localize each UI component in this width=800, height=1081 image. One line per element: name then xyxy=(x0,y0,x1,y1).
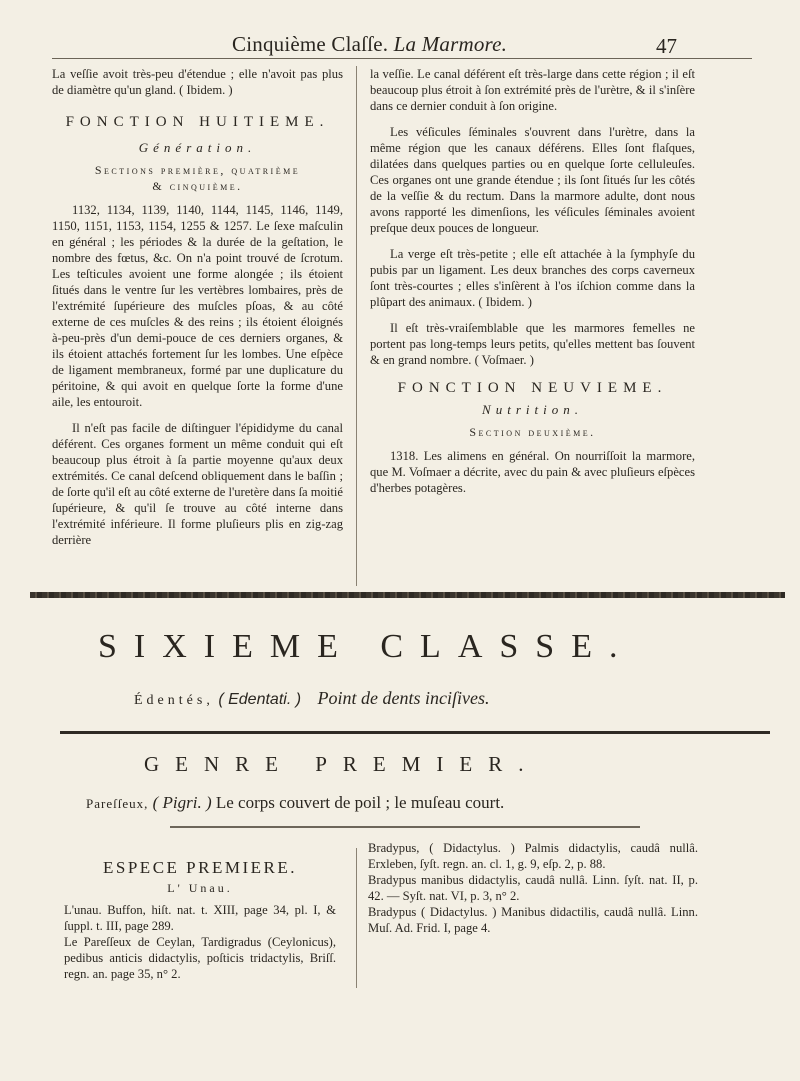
paragraph: 1318. Les alimens en général. On nourriſſoit la marmore, que M. Voſmaer a décrite, avec du pain & avec pluſieurs eſpèces d'herbes potagères. xyxy=(370,449,695,495)
reference: Le Pareſſeux de Ceylan, Tardigradus (Ceylonicus), pedibus anticis didactylis, poſticis tridactylis, Briſſ. regn. an. page 35, n° 2. xyxy=(64,935,336,981)
decorative-rule xyxy=(170,826,640,828)
page-header xyxy=(0,30,800,60)
subheading: Génération. xyxy=(138,140,257,155)
paragraph: La veſſie avoit très-peu d'étendue ; elle n'avoit pas plus de diamètre qu'un gland. ( Ibidem. ) xyxy=(52,67,343,97)
sections-line: & cinquième. xyxy=(152,179,243,193)
paragraph: la veſſie. Le canal déférent eſt très-large dans cette région ; il eſt beaucoup plus étroit à ſon extrémité près de l'urètre, & il s'inſère dans ce dernier conduit à ſon origine. xyxy=(370,67,695,113)
reference: Bradypus manibus didactylis, caudâ nullâ. Linn. ſyſt. nat. II, p. 42. — Syſt. nat. VI, p. 3, n° 2. xyxy=(368,873,698,903)
section-label: Section deuxième. xyxy=(469,425,596,439)
decorative-rule xyxy=(30,592,785,598)
column-divider xyxy=(356,848,357,988)
species-left-column xyxy=(64,848,336,982)
reference: Bradypus, ( Didactylus. ) Palmis didactylis, caudâ nullâ. Erxleben, ſyſt. regn. an. cl. 1, g. 9, eſp. 2, p. 88. xyxy=(368,841,698,871)
species-title: ESPECE PREMIERE. xyxy=(103,858,297,877)
class-name: Édentés, xyxy=(134,693,214,708)
running-title xyxy=(232,32,507,57)
class-subtitle xyxy=(134,688,490,709)
subheading: Nutrition. xyxy=(482,402,583,417)
reference: L'unau. Buffon, hiſt. nat. t. XIII, page 34, pl. I, & ſuppl. t. III, page 289. xyxy=(64,903,336,933)
reference: Bradypus ( Didactylus. ) Manibus didactilis, caudâ nullâ. Linn. Muſ. Ad. Frid. I, page 4. xyxy=(368,905,698,935)
running-title-animal: La Marmore. xyxy=(393,32,508,56)
genus-latin: ( Pigri. ) xyxy=(152,793,212,812)
class-latin: ( Edentati. ) xyxy=(218,691,302,708)
header-rule xyxy=(52,58,752,59)
left-column xyxy=(52,66,343,548)
paragraph: 1132, 1134, 1139, 1140, 1144, 1145, 1146, 1149, 1150, 1151, 1153, 1154, 1255 & 1257. Le ſexe maſculin en général ; les périodes & la durée de la geſtation, le nombre des fœtus, &c. On n'a point trouvé de ſcrotum. Les teſticules avoient une forme alongée ; ils étoient ſitués dans le ventre ſur les vertèbres lombaires, près de l'extrémité ſupérieure des muſcles pſoas, & au côté externe de ces muſcles & des reins ; ils étoient éloignés à-peu-près d'un demi-pouce de ces derniers organes, & ils étoient attachés fortement ſur les lombes. Une eſpèce de ligament membraneux, formé par une duplicature du péritoine, & qui avoit en quelque ſorte la forme d'une aile, les entouroit. xyxy=(52,203,343,409)
paragraph: Il eſt très-vraiſemblable que les marmores femelles ne portent pas long-temps leurs petits, qu'elles mettent bas ſouvent & en grand nombre. ( Voſmaer. ) xyxy=(370,321,695,367)
genus-characters: Le corps couvert de poil ; le muſeau court. xyxy=(215,793,505,812)
decorative-rule xyxy=(60,731,770,734)
sections-line: Sections première, quatrième xyxy=(94,163,301,177)
class-title: SIXIEME CLASSE. xyxy=(98,628,635,665)
species-name: L' Unau. xyxy=(167,881,233,895)
species-right-column xyxy=(368,840,698,936)
genus-name: Pareſſeux, xyxy=(86,796,149,811)
paragraph: La verge eſt très-petite ; elle eſt attachée à la ſymphyſe du pubis par un ligament. Les deux branches des corps caverneux ſont très-courtes ; elles s'inſèrent à l'os iſchion comme dans la plûpart des animaux. ( Ibidem. ) xyxy=(370,247,695,309)
section-heading: FONCTION HUITIEME. xyxy=(65,114,330,130)
column-divider xyxy=(356,66,357,586)
genus-description xyxy=(86,793,504,813)
page-number: 47 xyxy=(656,34,677,58)
class-description: Point de dents inciſives. xyxy=(317,688,490,708)
genus-title: GENRE PREMIER. xyxy=(144,752,540,776)
paragraph: Il n'eſt pas facile de diſtinguer l'épididyme du canal déférent. Ces organes forment un même conduit qui eſt beaucoup plus étroit à ſa partie moyenne qu'aux deux extrémités. Ce canal deſcend obliquement dans le baſſin ; de ſorte qu'il eſt au côté externe de l'uretère dans ſa moitié ſupérieure, & qu'il ſe trouve au côté interne dans l'extrémité inférieure. Il forme pluſieurs plis en zig-zag derrière xyxy=(52,421,343,547)
section-heading: FONCTION NEUVIEME. xyxy=(397,380,668,396)
sections-heading xyxy=(52,162,343,194)
running-title-class: Cinquième Claſſe. xyxy=(232,32,389,56)
paragraph: Les véſicules ſéminales s'ouvrent dans l'urètre, dans la même région que les canaux déférens. Elles ſont flaſques, dilatées dans quelques parties ou en quelque ſorte celluleuſes. Ces organes ont une grande étendue ; ils ſont ſitués ſur les côtés de la veſſie & du rectum. Dans la marmore adulte, dont nous avons rapporté les dimenſions, les véſicules ſéminales avoient preſque deux pouces de longueur. xyxy=(370,125,695,235)
right-column xyxy=(370,66,695,496)
